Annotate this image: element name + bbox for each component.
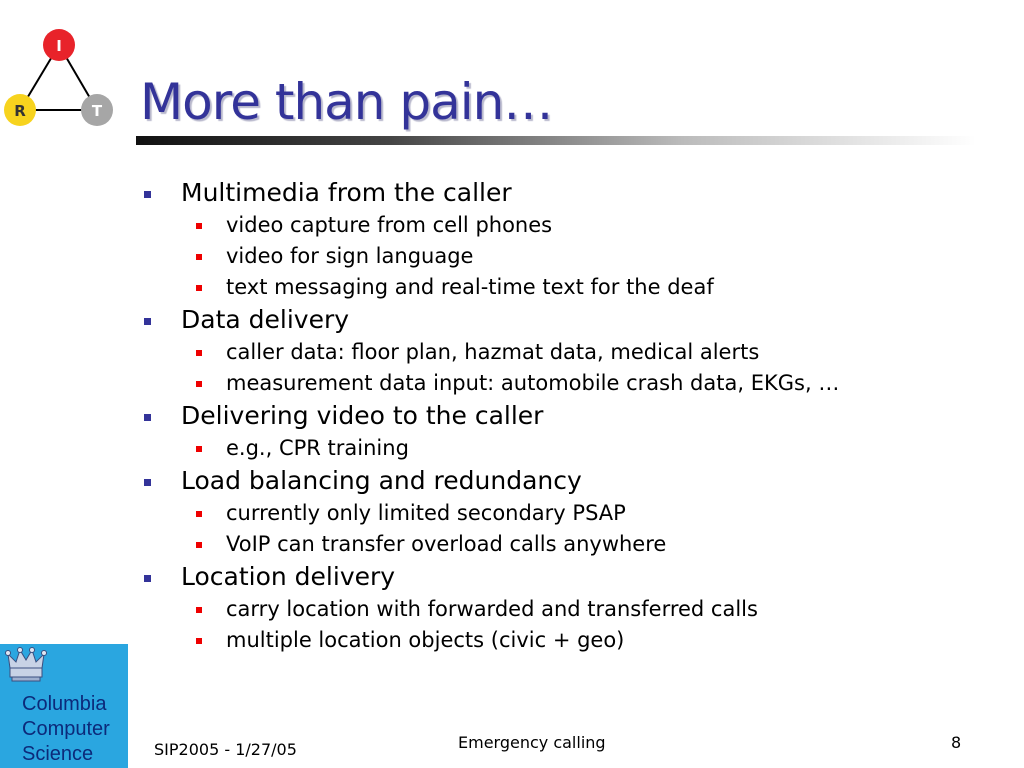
page-number: 8: [951, 733, 962, 752]
square-bullet-icon: [196, 254, 202, 260]
sub-list-item-text: e.g., CPR training: [226, 436, 409, 460]
sub-list-item: [140, 212, 1000, 239]
logo-line: Computer: [22, 718, 110, 740]
sub-list-item: [140, 370, 1000, 397]
sub-list-item-text: video capture from cell phones: [226, 213, 553, 237]
square-bullet-icon: [144, 318, 151, 325]
square-bullet-icon: [196, 285, 202, 291]
sub-list-item: [140, 531, 1000, 558]
list-item-text: Load balancing and redundancy: [181, 466, 582, 495]
list-item-text: Delivering video to the caller: [181, 401, 544, 430]
sub-list-item: [140, 596, 1000, 623]
sub-list-item-text: VoIP can transfer overload calls anywhere: [226, 532, 667, 556]
square-bullet-icon: [144, 575, 151, 582]
title-underline-rule: [136, 136, 976, 145]
bullet-list: [140, 178, 1000, 654]
square-bullet-icon: [196, 223, 202, 229]
sub-list-item-text: measurement data input: automobile crash data, EKGs, …: [226, 371, 840, 395]
irt-logo: [0, 25, 120, 135]
sub-list-item: [140, 627, 1000, 654]
sub-list-item-text: video for sign language: [226, 244, 474, 268]
sub-list-item-text: text messaging and real-time text for the deaf: [226, 275, 714, 299]
square-bullet-icon: [196, 350, 202, 356]
logo-node-t-label: T: [91, 102, 103, 120]
list-item: [140, 305, 1000, 335]
square-bullet-icon: [144, 414, 151, 421]
list-item: [140, 178, 1000, 208]
list-item-text: Multimedia from the caller: [181, 178, 512, 207]
square-bullet-icon: [196, 511, 202, 517]
square-bullet-icon: [196, 381, 202, 387]
square-bullet-icon: [144, 479, 151, 486]
list-item-text: Location delivery: [181, 562, 396, 591]
sub-list-item-text: currently only limited secondary PSAP: [226, 501, 626, 525]
sub-list-item: [140, 435, 1000, 462]
list-item: [140, 401, 1000, 431]
sub-list-item-text: caller data: floor plan, hazmat data, medical alerts: [226, 340, 760, 364]
list-item-text: Data delivery: [181, 305, 350, 334]
sub-list-item: [140, 274, 1000, 301]
sub-list-item: [140, 243, 1000, 270]
sub-list-item: [140, 500, 1000, 527]
sub-list-item: [140, 339, 1000, 366]
sub-list-item-text: multiple location objects (civic + geo): [226, 628, 625, 652]
square-bullet-icon: [196, 607, 202, 613]
slide-title: More than pain…: [140, 73, 553, 131]
logo-node-r-label: R: [14, 102, 26, 120]
list-item: [140, 562, 1000, 592]
sub-list-item-text: carry location with forwarded and transferred calls: [226, 597, 758, 621]
columbia-logo: [0, 644, 128, 768]
logo-line: Columbia: [22, 693, 107, 715]
list-item: [140, 466, 1000, 496]
square-bullet-icon: [196, 542, 202, 548]
columbia-logo-text: [22, 692, 110, 767]
footer-title: Emergency calling: [458, 733, 606, 752]
square-bullet-icon: [196, 638, 202, 644]
square-bullet-icon: [196, 446, 202, 452]
crown-icon: [4, 646, 48, 686]
logo-line: Science: [22, 743, 94, 765]
footer-date: SIP2005 - 1/27/05: [154, 740, 297, 759]
logo-node-i-label: I: [56, 37, 62, 55]
square-bullet-icon: [144, 191, 151, 198]
